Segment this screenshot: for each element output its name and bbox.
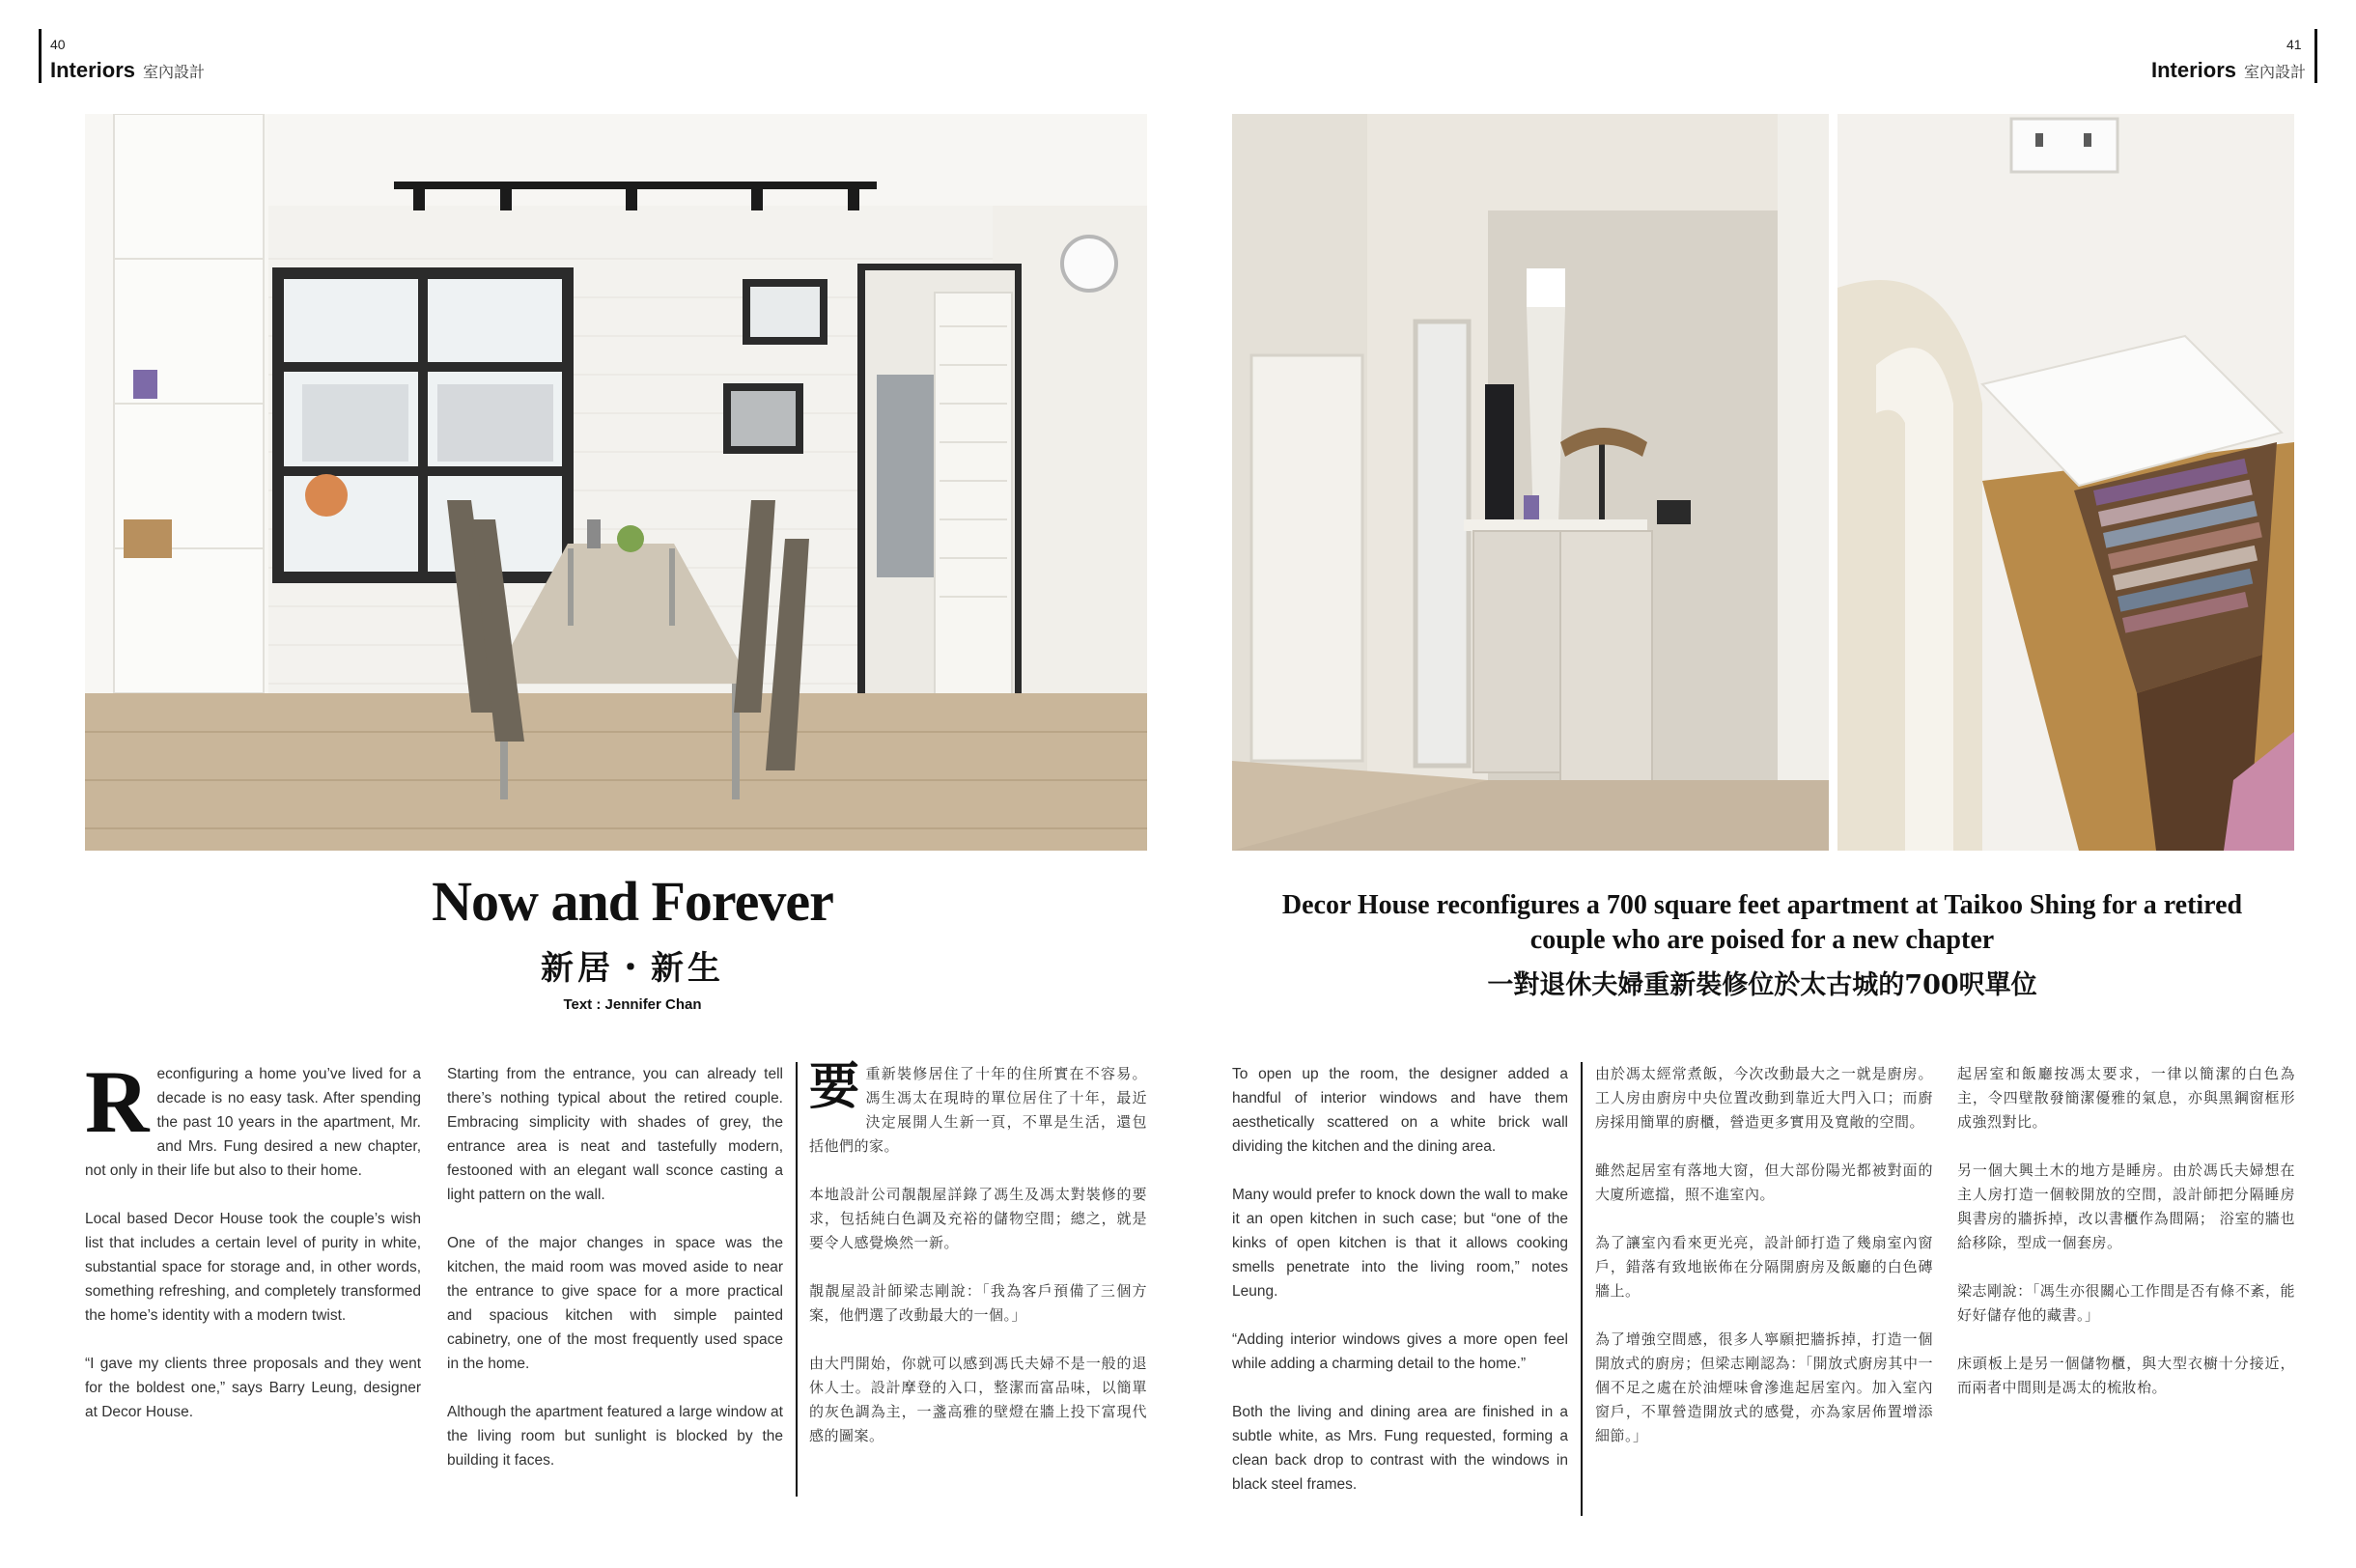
paragraph: “Adding interior windows gives a more open feel while adding a charming detail to the home.”: [1232, 1331, 1568, 1372]
paragraph: 梁志剛說：「馮生亦很關心工作間是否有條不紊，能好好儲存他的藏書。」: [1957, 1282, 2295, 1324]
article-deck-zh: 一對退休夫婦重新裝修位於太古城的700呎單位: [1487, 970, 2037, 1000]
right-section-label-zh: 室內設計: [2244, 65, 2307, 81]
body-column-6: [1957, 1062, 2295, 1424]
paragraph: 床頭板上是另一個儲物櫃，與大型衣櫥十分接近，而兩者中間則是馮太的梳妝枱。: [1957, 1355, 2295, 1396]
paragraph: Local based Decor House took the couple’s wish list that includes a certain level of purity in white, substantial space for storage and, in other words, something refreshing, and completely transformed the home’s identity with a modern twist.: [85, 1211, 421, 1324]
paragraph: “I gave my clients three proposals and they went for the boldest one,” says Barry Leung, designer at Decor House.: [85, 1356, 421, 1420]
left-header-rule: [39, 29, 42, 83]
paragraph-text: econfiguring a home you’ve lived for a decade is no easy task. After spending the past 10 years in the apartment, Mr. and Mrs. Fung desired a new chapter, not only in their life but also to their home.: [85, 1066, 421, 1179]
paragraph: [809, 1057, 1147, 1159]
left-section-label: Interiors: [50, 58, 136, 82]
paragraph: Both the living and dining area are finished in a subtle white, as Mrs. Fung requested, forming a clean back drop to contrast with the windows in black steel frames.: [1232, 1404, 1568, 1493]
paragraph: 由於馮太經常煮飯，今次改動最大之一就是廚房。工人房由廚房中央位置改動到靠近大門入口；而廚房採用簡單的廚櫃，營造更多實用及寬敞的空間。: [1595, 1065, 1933, 1131]
paragraph: 靚靚屋設計師梁志剛說：「我為客戶預備了三個方案，他們選了改動最大的一個。」: [809, 1282, 1147, 1324]
left-section-header: [50, 58, 205, 83]
body-column-2: [447, 1062, 783, 1497]
body-column-3: [809, 1057, 1147, 1472]
dining-room-photo: [85, 114, 1147, 851]
paragraph: 為了增強空間感，很多人寧願把牆拆掉，打造一個開放式的廚房；但梁志剛認為：「開放式廚房其中一個不足之處在於油煙味會滲進起居室內。加入室內窗戶，不單營造開放式的感覺，亦為家居佈置增添細節。」: [1595, 1330, 1933, 1444]
paragraph: 雖然起居室有落地大窗，但大部份陽光都被對面的大廈所遮擋，照不進室內。: [1595, 1162, 1933, 1203]
article-byline: Text : Jennifer Chan: [563, 996, 702, 1013]
right-page-number: 41: [2286, 37, 2302, 52]
entrance-photo: [1232, 114, 1829, 851]
paragraph: To open up the room, the designer added a handful of interior windows and have them aesthetically scattered on a white brick wall dividing the kitchen and the dining area.: [1232, 1066, 1568, 1155]
paragraph: 為了讓室內看來更光亮，設計師打造了幾扇室內窗戶，錯落有致地嵌佈在分隔開廚房及飯廳的白色磚牆上。: [1595, 1234, 1933, 1300]
left-page-number: 40: [50, 37, 66, 52]
paragraph: 另一個大興土木的地方是睡房。由於馮氏夫婦想在主人房打造一個較開放的空間，設計師把分隔睡房與書房的牆拆掉，改以書櫃作為間隔； 浴室的牆也給移除，型成一個套房。: [1957, 1162, 2295, 1251]
paragraph: 本地設計公司靚靚屋詳錄了馮生及馮太對裝修的要求，包括純白色調及充裕的儲物空間；總之，就是要令人感覺煥然一新。: [809, 1186, 1147, 1251]
right-header-rule: [2314, 29, 2317, 83]
article-title: Now and Forever: [432, 870, 833, 933]
article-title-zh: 新居・新生: [541, 949, 724, 988]
storage-detail-photo: [1837, 114, 2294, 851]
left-section-label-zh: 室內設計: [143, 65, 206, 81]
paragraph-text: 重新裝修居住了十年的住所實在不容易。馮生馮太在現時的單位居住了十年，最近決定展開人生新一頁，不單是生活，還包括他們的家。: [809, 1065, 1147, 1155]
paragraph: [85, 1052, 421, 1183]
drop-cap: R: [85, 1052, 150, 1151]
column-divider: [796, 1062, 798, 1497]
paragraph: Starting from the entrance, you can already tell there’s nothing typical about the retired couple. Embracing simplicity with shades of grey, the entrance area is neat and tastefully modern, festooned with an elegant wall sconce casting a light pattern on the wall.: [447, 1066, 783, 1203]
body-column-5: [1595, 1062, 1933, 1472]
paragraph: 由大門開始，你就可以感到馮氏夫婦不是一般的退休人士。設計摩登的入口，整潔而富品味，以簡單的灰色調為主，一盞高雅的壁燈在牆上投下富現代感的圖案。: [809, 1355, 1147, 1444]
paragraph: 起居室和飯廳按馮太要求，一律以簡潔的白色為主，令四壁散發簡潔優雅的氣息，亦與黑鋼窗框形成強烈對比。: [1957, 1065, 2295, 1131]
drop-cap: 要: [809, 1057, 860, 1116]
paragraph: One of the major changes in space was the kitchen, the maid room was moved aside to near the entrance to give space for a more practical and spacious kitchen with simple painted cabinetry, one of the most frequently used space in the home.: [447, 1235, 783, 1372]
paragraph: Although the apartment featured a large window at the living room but sunlight is blocked by the building it faces.: [447, 1404, 783, 1469]
right-section-header: [2151, 58, 2306, 83]
right-section-label: Interiors: [2151, 58, 2237, 82]
article-deck: Decor House reconfigures a 700 square feet apartment at Taikoo Shing for a retired couple who are poised for a new chapter: [1281, 890, 2243, 955]
column-divider: [1581, 1062, 1583, 1516]
paragraph: Many would prefer to knock down the wall to make it an open kitchen in such case; but “one of the kinks of open kitchen is that it allows cooking smells penetrate into the living room,” notes Leung.: [1232, 1187, 1568, 1300]
body-column-1: [85, 1052, 421, 1448]
body-column-4: [1232, 1062, 1568, 1521]
